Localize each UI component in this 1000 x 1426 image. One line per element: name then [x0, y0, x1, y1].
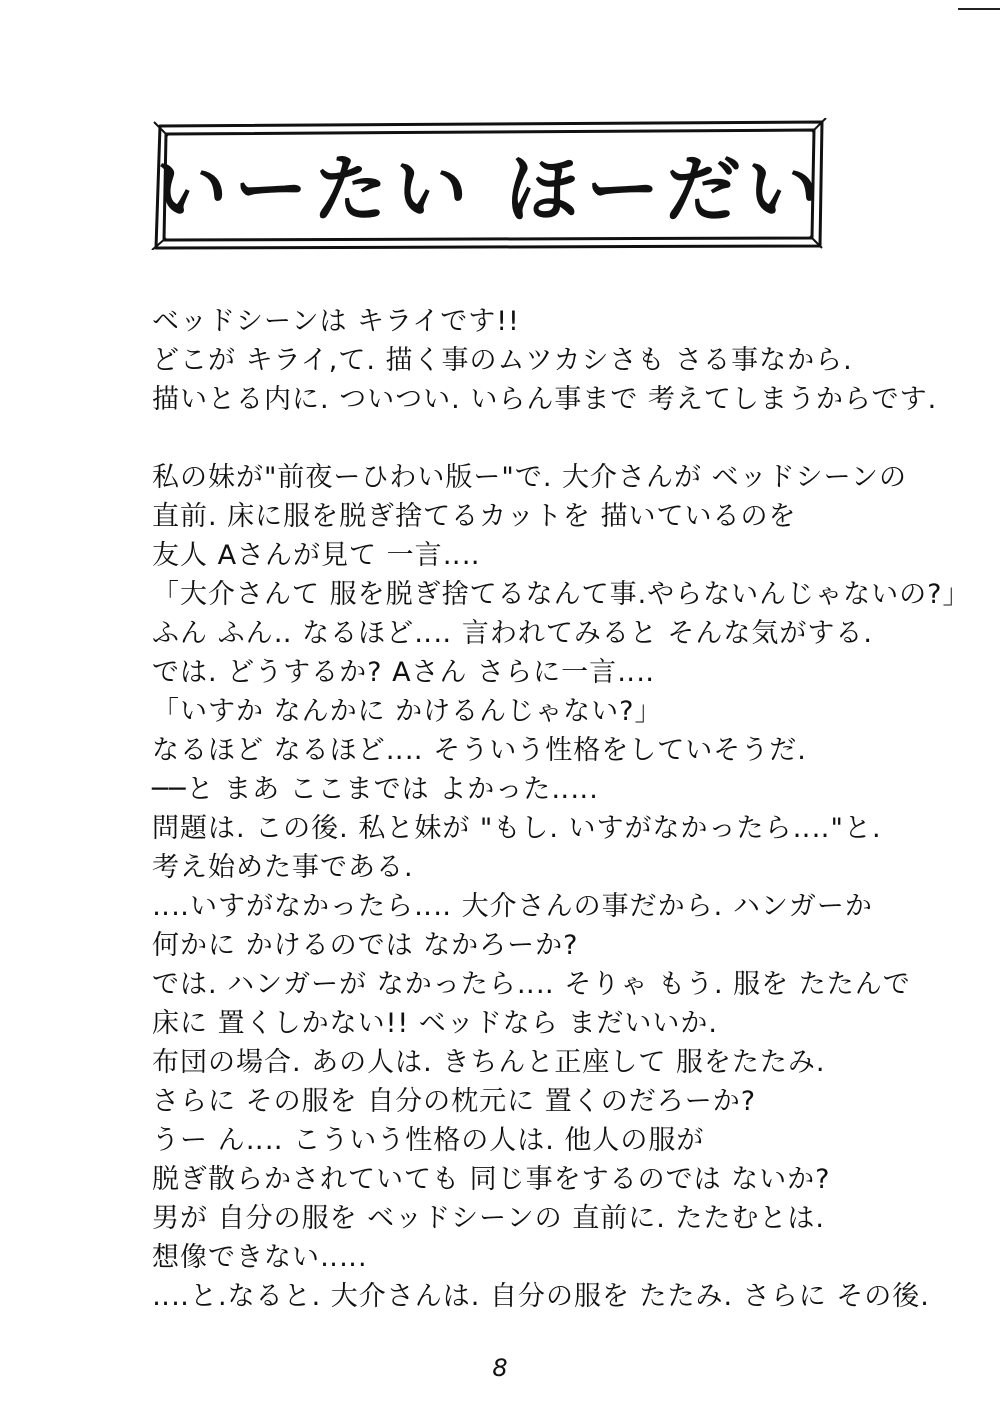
- text-line: さらに その服を 自分の枕元に 置くのだろーか?: [152, 1086, 757, 1117]
- text-line: 考え始めた事である.: [152, 852, 414, 883]
- text-line: なるほど なるほど‥‥ そういう性格をしていそうだ.: [152, 735, 807, 766]
- text-line: 問題は. この後. 私と妹が "もし. いすがなかったら‥‥"と.: [152, 813, 882, 844]
- text-line: うー ん‥‥ こういう性格の人は. 他人の服が: [152, 1125, 705, 1156]
- page-title: いーたい ほーだい: [150, 147, 829, 233]
- text-line: ふん ふん‥ なるほど‥‥ 言われてみると そんな気がする.: [152, 618, 873, 649]
- page-number: 8: [492, 1354, 508, 1382]
- text-line: ──と まあ ここまでは よかった‥‥.: [152, 774, 599, 805]
- corner-mark: [958, 8, 1000, 10]
- text-line: 「いすか なんかに かけるんじゃない?」: [152, 696, 663, 727]
- text-line: では. ハンガーが なかったら‥‥ そりゃ もう. 服を たたんで: [152, 969, 911, 1000]
- title-box: [150, 118, 830, 250]
- text-line: 「大介さんて 服を脱ぎ捨てるなんて事.やらないんじゃないの?」: [152, 579, 971, 610]
- text-line: 直前. 床に服を脱ぎ捨てるカットを 描いているのを: [152, 501, 797, 532]
- text-line: 私の妹が"前夜ーひわい版ー"で. 大介さんが ベッドシーンの: [152, 462, 908, 493]
- text-line: 想像できない‥‥.: [152, 1242, 368, 1273]
- text-line: ベッドシーンは キライです!!: [152, 306, 520, 337]
- text-line: 何かに かけるのでは なかろーか?: [152, 930, 579, 961]
- text-line: 布団の場合. あの人は. きちんと正座して 服をたたみ.: [152, 1047, 826, 1078]
- text-line: どこが キライ,て. 描く事のムツカシさも さる事なから.: [152, 345, 853, 376]
- text-line: 友人 Aさんが見て 一言‥‥: [152, 540, 481, 571]
- text-line: ‥‥いすがなかったら‥‥ 大介さんの事だから. ハンガーか: [152, 891, 873, 922]
- paragraph-gap: [152, 419, 912, 458]
- text-line: ‥‥と.なると. 大介さんは. 自分の服を たたみ. さらに その後.: [152, 1281, 930, 1312]
- text-line: 床に 置くしかない!! ベッドなら まだいいか.: [152, 1008, 718, 1039]
- text-line: 脱ぎ散らかされていても 同じ事をするのでは ないか?: [152, 1164, 831, 1195]
- text-line: 男が 自分の服を ベッドシーンの 直前に. たたむとは.: [152, 1203, 825, 1234]
- body-text: [152, 302, 971, 1316]
- text-line: 描いとる内に. ついつい. いらん事まで 考えてしまうからです.: [152, 384, 938, 415]
- text-line: では. どうするか? Aさん さらに一言‥‥: [152, 657, 656, 688]
